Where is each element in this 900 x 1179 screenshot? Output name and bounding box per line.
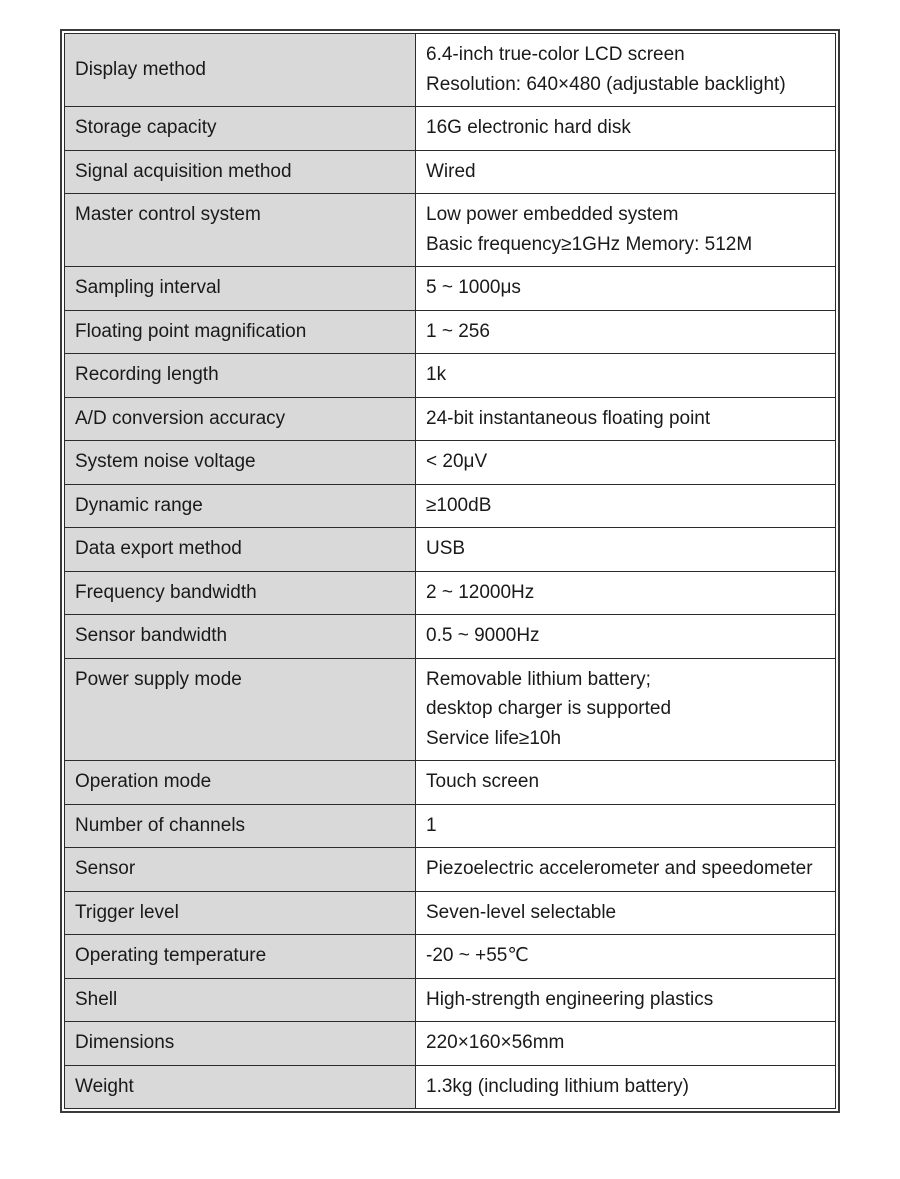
value-cell: -20 ~ +55℃ [416,935,836,979]
value-cell: 5 ~ 1000μs [416,267,836,311]
parameter-cell: System noise voltage [65,441,416,485]
value-cell: USB [416,528,836,572]
table-row [65,571,836,615]
value-cell: Wired [416,150,836,194]
table-row [65,804,836,848]
table-row [65,484,836,528]
value-cell: Removable lithium battery; desktop charger is supported Service life≥10h [416,658,836,761]
parameter-cell: Operating temperature [65,935,416,979]
table-row [65,354,836,398]
table-row [65,978,836,1022]
parameter-cell: Operation mode [65,761,416,805]
parameter-cell: Frequency bandwidth [65,571,416,615]
table-row [65,1065,836,1109]
parameter-cell: Display method [65,34,416,107]
parameter-cell: Weight [65,1065,416,1109]
value-cell: < 20μV [416,441,836,485]
table-row [65,935,836,979]
parameter-cell: Sensor bandwidth [65,615,416,659]
value-cell: 220×160×56mm [416,1022,836,1066]
value-cell: 1.3kg (including lithium battery) [416,1065,836,1109]
value-cell: 16G electronic hard disk [416,107,836,151]
parameter-cell: Dynamic range [65,484,416,528]
value-cell: Seven-level selectable [416,891,836,935]
parameter-cell: Power supply mode [65,658,416,761]
table-row [65,194,836,267]
parameter-cell: Signal acquisition method [65,150,416,194]
table-row [65,150,836,194]
table-row [65,848,836,892]
table-row [65,615,836,659]
specification-table-frame [60,29,840,1113]
specification-table [64,33,836,1109]
parameter-cell: Data export method [65,528,416,572]
value-cell: Piezoelectric accelerometer and speedometer [416,848,836,892]
table-row [65,107,836,151]
value-cell: Touch screen [416,761,836,805]
table-row [65,658,836,761]
table-row [65,310,836,354]
parameter-cell: Master control system [65,194,416,267]
parameter-cell: Floating point magnification [65,310,416,354]
value-cell: 1 ~ 256 [416,310,836,354]
value-cell: 6.4-inch true-color LCD screen Resolution: 640×480 (adjustable backlight) [416,34,836,107]
value-cell: 24-bit instantaneous floating point [416,397,836,441]
value-cell: ≥100dB [416,484,836,528]
value-cell: 0.5 ~ 9000Hz [416,615,836,659]
parameter-cell: Shell [65,978,416,1022]
table-row [65,267,836,311]
parameter-cell: Number of channels [65,804,416,848]
table-row [65,34,836,107]
parameter-cell: Trigger level [65,891,416,935]
table-row [65,891,836,935]
table-row [65,397,836,441]
parameter-cell: Sampling interval [65,267,416,311]
parameter-cell: Storage capacity [65,107,416,151]
table-row [65,1022,836,1066]
table-row [65,441,836,485]
parameter-cell: Sensor [65,848,416,892]
value-cell: 2 ~ 12000Hz [416,571,836,615]
table-row [65,528,836,572]
value-cell: 1k [416,354,836,398]
value-cell: Low power embedded system Basic frequency≥1GHz Memory: 512M [416,194,836,267]
table-row [65,761,836,805]
value-cell: High-strength engineering plastics [416,978,836,1022]
parameter-cell: Dimensions [65,1022,416,1066]
parameter-cell: A/D conversion accuracy [65,397,416,441]
value-cell: 1 [416,804,836,848]
parameter-cell: Recording length [65,354,416,398]
